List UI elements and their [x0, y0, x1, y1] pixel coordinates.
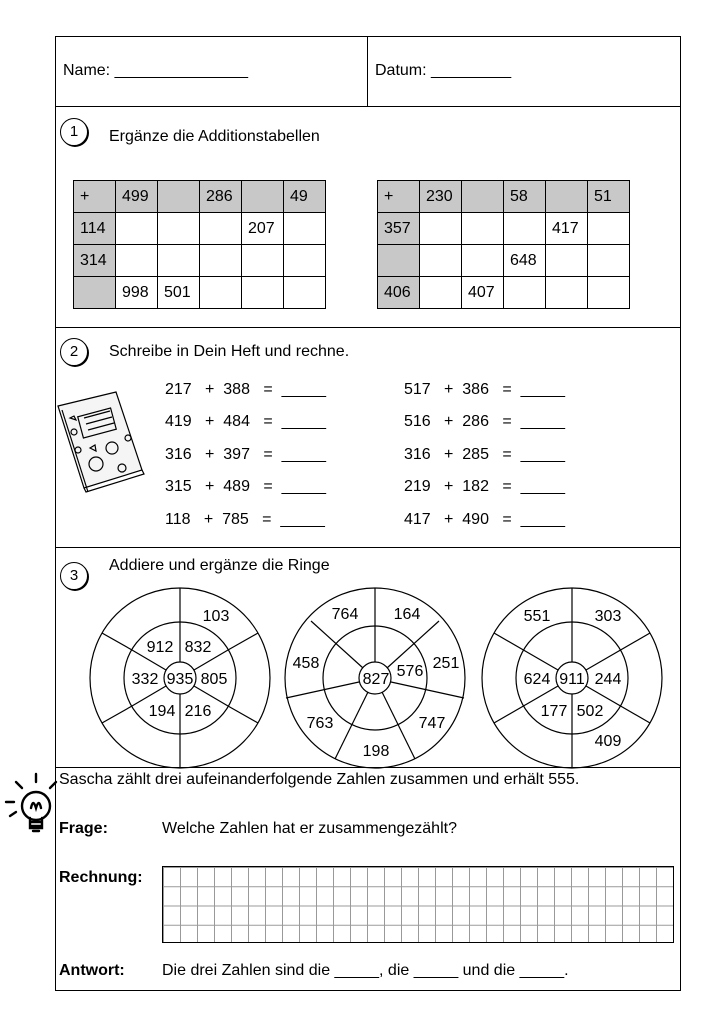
task-title: Addiere und ergänze die Ringe	[109, 557, 330, 574]
equals-sign: =	[263, 381, 273, 398]
ring-2-outer: 764	[331, 606, 359, 623]
addend: 217	[165, 381, 192, 398]
ring-1-inner: 216	[184, 703, 212, 720]
task-title: Ergänze die Additionstabellen	[109, 128, 320, 145]
plus-sign: +	[444, 511, 454, 528]
table-cell[interactable]: 286	[200, 181, 242, 213]
ring-1-inner: 805	[200, 671, 228, 688]
table-cell[interactable]: 357	[378, 213, 420, 245]
plus-sign: +	[203, 511, 214, 528]
task-title: Schreibe in Dein Heft und rechne.	[109, 343, 350, 360]
answer-blank[interactable]: _____	[520, 446, 566, 463]
addend: 286	[462, 413, 489, 430]
ring-2-outer: 747	[418, 715, 446, 732]
ring-3-inner: 624	[523, 671, 551, 688]
task-number: 2	[60, 338, 88, 366]
addend: 219	[404, 478, 431, 495]
task-number: 1	[60, 118, 88, 146]
equals-sign: =	[262, 511, 272, 528]
equals-sign: =	[502, 381, 512, 398]
ring-1-inner: 194	[148, 703, 176, 720]
table-cell[interactable]: 230	[420, 181, 462, 213]
ring-1-inner: 912	[146, 639, 174, 656]
addend: 316	[404, 446, 431, 463]
answer-sentence[interactable]: Die drei Zahlen sind die _____, die _____ und die _____.	[162, 962, 569, 979]
answer-label: Antwort:	[59, 962, 125, 979]
answer-blank[interactable]: _____	[281, 381, 327, 398]
calculation-grid[interactable]	[162, 866, 674, 943]
plus-sign: +	[205, 413, 215, 430]
ring-2-outer: 164	[393, 606, 421, 623]
table-cell[interactable]: 406	[378, 277, 420, 309]
equals-sign: =	[502, 478, 512, 495]
ring-1-center: 935	[166, 671, 194, 688]
table-cell[interactable]: 501	[158, 277, 200, 309]
table-cell[interactable]: 114	[74, 213, 116, 245]
addend: 490	[462, 511, 489, 528]
addend: 484	[223, 413, 250, 430]
plus-sign: +	[444, 478, 454, 495]
answer-blank[interactable]: _____	[281, 478, 327, 495]
equals-sign: =	[263, 413, 273, 430]
addend: 516	[404, 413, 431, 430]
addend: 785	[222, 511, 249, 528]
addend: 182	[462, 478, 489, 495]
ring-2-center: 827	[362, 671, 390, 688]
addend: 316	[165, 446, 192, 463]
table-cell[interactable]: +	[74, 181, 116, 213]
plus-sign: +	[444, 446, 454, 463]
ring-3-outer: 409	[594, 733, 622, 750]
problem-statement: Sascha zählt drei aufeinanderfolgende Zahlen zusammen und erhält 555.	[59, 771, 580, 788]
equals-sign: =	[502, 511, 512, 528]
ring-1-inner: 832	[184, 639, 212, 656]
answer-blank[interactable]: _____	[520, 511, 566, 528]
table-cell[interactable]: +	[378, 181, 420, 213]
ring-3-inner: 177	[540, 703, 568, 720]
addend: 489	[223, 478, 250, 495]
ring-2-inner: 576	[396, 663, 424, 680]
ring-3-inner: 502	[576, 703, 604, 720]
question-text: Welche Zahlen hat er zusammengezählt?	[162, 820, 457, 837]
ring-2-outer: 251	[432, 655, 460, 672]
addend: 419	[165, 413, 192, 430]
date-field[interactable]: Datum: _________	[375, 62, 512, 79]
ring-1-outer: 103	[202, 608, 230, 625]
table-cell[interactable]: 417	[546, 213, 588, 245]
table-cell[interactable]: 998	[116, 277, 158, 309]
ring-1-inner: 332	[131, 671, 159, 688]
addend: 285	[462, 446, 489, 463]
plus-sign: +	[444, 413, 454, 430]
addend: 397	[223, 446, 250, 463]
answer-blank[interactable]: _____	[520, 478, 566, 495]
table-cell[interactable]: 207	[242, 213, 284, 245]
question-label: Frage:	[59, 820, 108, 837]
task-number: 3	[60, 562, 88, 590]
equals-sign: =	[502, 413, 512, 430]
table-cell[interactable]: 314	[74, 245, 116, 277]
table-cell[interactable]: 58	[504, 181, 546, 213]
addend: 315	[165, 478, 192, 495]
answer-blank[interactable]: _____	[280, 511, 325, 528]
equals-sign: =	[502, 446, 512, 463]
ring-3-outer: 303	[594, 608, 622, 625]
ring-2-outer: 763	[306, 715, 334, 732]
name-field[interactable]: Name: _______________	[63, 62, 249, 79]
table-cell[interactable]: 407	[462, 277, 504, 309]
addend: 517	[404, 381, 431, 398]
ring-2-outer: 198	[362, 743, 390, 760]
addend: 386	[462, 381, 489, 398]
ring-2-outer: 458	[292, 655, 320, 672]
addend: 118	[165, 511, 191, 528]
equals-sign: =	[263, 478, 273, 495]
ring-3-center: 911	[559, 671, 585, 688]
equals-sign: =	[263, 446, 273, 463]
plus-sign: +	[444, 381, 454, 398]
plus-sign: +	[205, 478, 215, 495]
ring-3-inner: 244	[594, 671, 622, 688]
plus-sign: +	[205, 446, 215, 463]
table-cell[interactable]: 51	[588, 181, 630, 213]
table-cell[interactable]: 49	[284, 181, 326, 213]
plus-sign: +	[205, 381, 215, 398]
addend: 388	[223, 381, 250, 398]
table-cell[interactable]: 648	[504, 245, 546, 277]
answer-blank[interactable]: _____	[520, 413, 566, 430]
answer-blank[interactable]: _____	[281, 413, 327, 430]
ring-3-outer: 551	[523, 608, 551, 625]
lightbulb-icon	[2, 768, 62, 840]
answer-blank[interactable]: _____	[281, 446, 327, 463]
table-cell[interactable]: 499	[116, 181, 158, 213]
calculation-label: Rechnung:	[59, 869, 143, 886]
answer-blank[interactable]: _____	[520, 381, 566, 398]
addend: 417	[404, 511, 431, 528]
